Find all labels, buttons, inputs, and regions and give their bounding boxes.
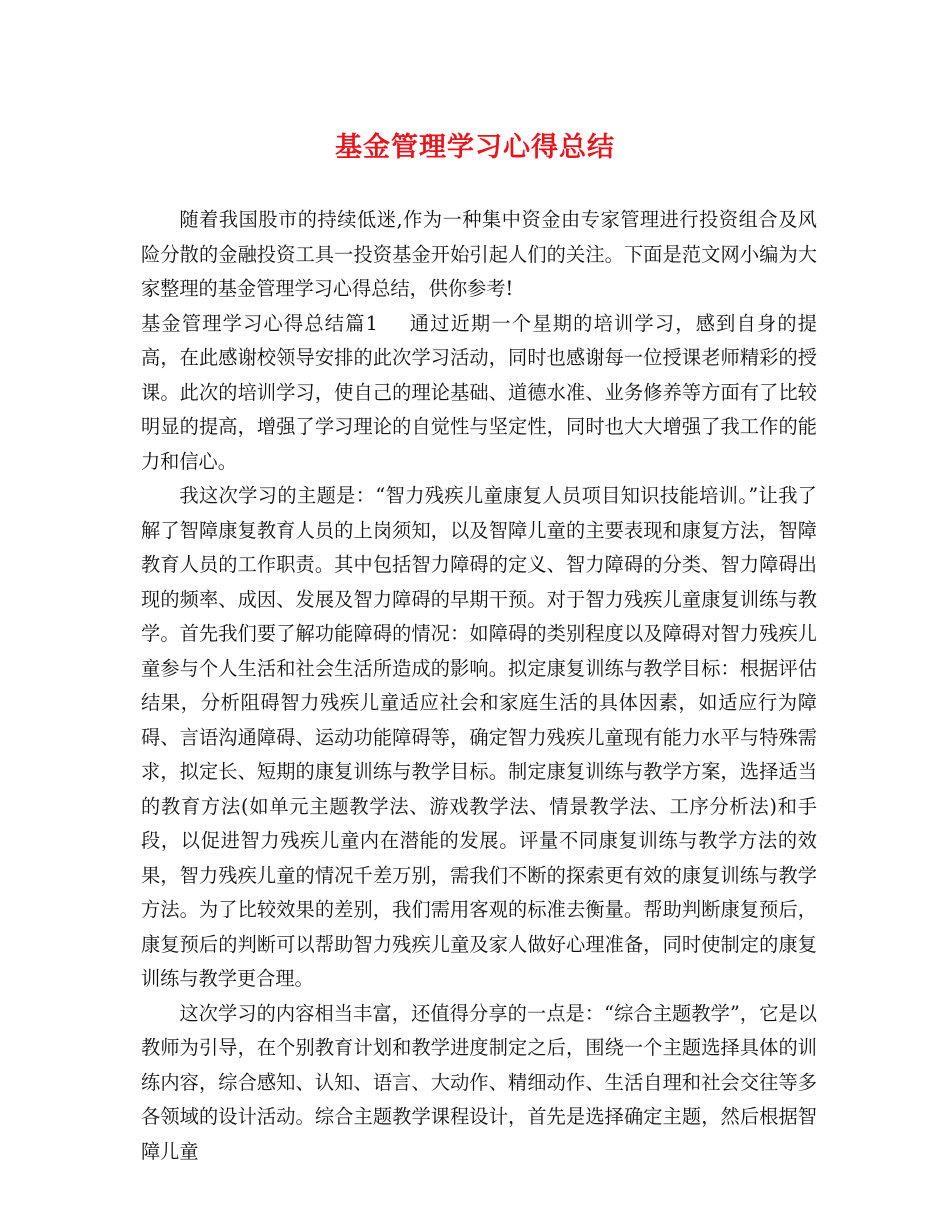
body-paragraph-3: 这次学习的内容相当丰富，还值得分享的一点是：“综合主题教学”，它是以教师为引导，在个别教育计划和教学进度制定之后，围绕一个主题选择具体的训练内容，综合感知、认知、语言、大动作、精细动作、生活自理和社会交往等多各领域的设计活动。综合主题教学课程设计，首先是选择确定主题，然后根据智障儿童 <box>141 1001 817 1163</box>
document-title: 基金管理学习心得总结 <box>335 132 615 163</box>
section-heading: 基金管理学习心得总结篇1 <box>141 311 378 335</box>
intro-paragraph: 随着我国股市的持续低迷,作为一种集中资金由专家管理进行投资组合及风险分散的金融投资工具一投资基金开始引起人们的关注。下面是范文网小编为大家整理的基金管理学习心得总结，供你参考! <box>141 208 817 300</box>
section-first-text: 通过近期一个星期的培训学习，感到自身的提高，在此感谢校领导安排的此次学习活动，同时也感谢每一位授课老师精彩的授课。此次的培训学习，使自己的理论基础、道德水准、业务修养等方面有了比较明显的提高，增强了学习理论的自觉性与坚定性，同时也大大增强了我工作的能力和信心。 <box>141 311 817 473</box>
document-body <box>141 203 817 1169</box>
body-paragraph-2: 我这次学习的主题是：“智力残疾儿童康复人员项目知识技能培训。”让我了解了智障康复教育人员的上岗须知，以及智障儿童的主要表现和康复方法，智障教育人员的工作职责。其中包括智力障碍的定义、智力障碍的分类、智力障碍出现的频率、成因、发展及智力障碍的早期干预。对于智力残疾儿童康复训练与教学。首先我们要了解功能障碍的情况：如障碍的类别程度以及障碍对智力残疾儿童参与个人生活和社会生活所造成的影响。拟定康复训练与教学目标：根据评估结果，分析阻碍智力残疾儿童适应社会和家庭生活的具体因素，如适应行为障碍、言语沟通障碍、运动功能障碍等，确定智力残疾儿童现有能力水平与特殊需求，拟定长、短期的康复训练与教学目标。制定康复训练与教学方案，选择适当的教育方法(如单元主题教学法、游戏教学法、情景教学法、工序分析法)和手段，以促进智力残疾儿童内在潜能的发展。评量不同康复训练与教学方法的效果，智力残疾儿童的情况千差万别，需我们不断的探索更有效的康复训练与教学方法。为了比较效果的差别，我们需用客观的标准去衡量。帮助判断康复预后，康复预后的判断可以帮助智力残疾儿童及家人做好心理准备，同时使制定的康复训练与教学更合理。 <box>141 484 817 990</box>
section-paragraph <box>141 307 817 480</box>
